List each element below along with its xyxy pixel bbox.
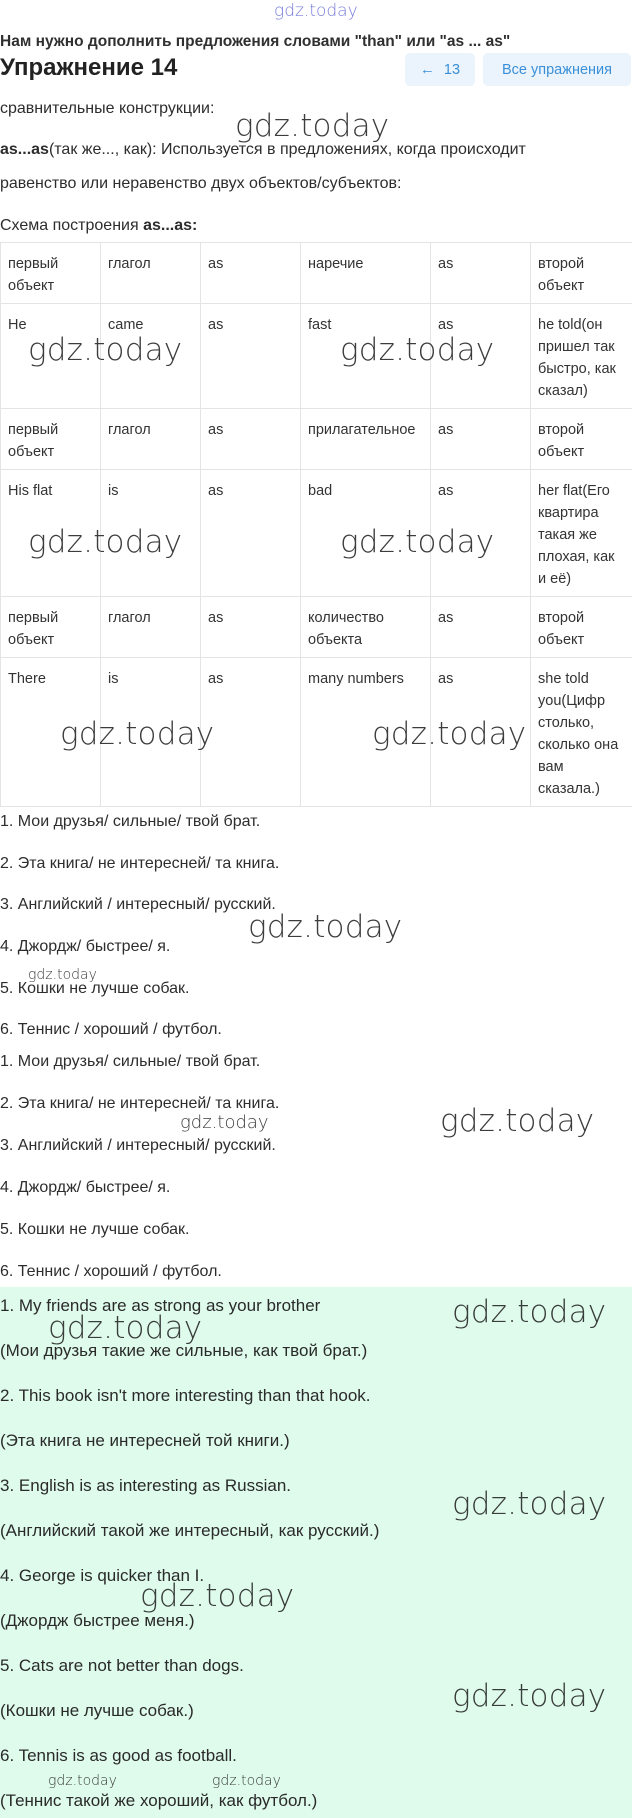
term-as-as: as...as: [0, 141, 49, 158]
table-cell: второй объект: [531, 597, 632, 658]
table-cell: as: [431, 409, 531, 470]
task-item: 4. Джордж/ быстрее/ я.: [0, 1179, 171, 1196]
table-cell: He: [1, 304, 101, 409]
table-cell: is: [101, 658, 201, 807]
table-cell: первый объект: [1, 597, 101, 658]
prev-exercise-label: 13: [443, 61, 461, 78]
answer-line: 6. Tennis is as good as football.: [0, 1746, 237, 1765]
task-description: Нам нужно дополнить предложения словами "than" или "as ... as": [0, 33, 511, 50]
table-cell: первый объект: [1, 409, 101, 470]
table-cell: His flat: [1, 470, 101, 597]
scheme-heading: [0, 217, 197, 235]
prev-exercise-button[interactable]: [405, 53, 475, 86]
watermark: gdz.today: [48, 1310, 203, 1346]
watermark: gdz.today: [60, 716, 215, 752]
task-item: 1. Мои друзья/ сильные/ твой брат.: [0, 1053, 261, 1070]
watermark: gdz.today: [235, 108, 390, 144]
watermark: gdz.today: [28, 524, 183, 560]
arrow-left-icon: ←: [419, 61, 435, 78]
task-item: 6. Теннис / хороший / футбол.: [0, 1263, 222, 1280]
task-item: 5. Кошки не лучше собак.: [0, 1221, 190, 1238]
table-cell: as: [431, 470, 531, 597]
table-cell: as: [201, 409, 301, 470]
watermark: gdz.today: [452, 1678, 607, 1714]
intro-text: сравнительные конструкции:: [0, 100, 215, 117]
table-cell: as: [431, 304, 531, 409]
table-cell: as: [201, 243, 301, 304]
table-cell: is: [101, 470, 201, 597]
watermark: gdz.today: [140, 1578, 295, 1614]
answer-translation: (Теннис такой же хороший, как футбол.): [0, 1791, 318, 1810]
table-cell: he told(он пришел так быстро, как сказал): [531, 304, 632, 409]
intro-definition: [0, 141, 526, 159]
table-cell: as: [201, 658, 301, 807]
scheme-term: as...as:: [143, 217, 198, 234]
table-row: [1, 243, 632, 304]
watermark: gdz.today: [248, 909, 403, 945]
answer-line: 4. George is quicker than I.: [0, 1566, 205, 1585]
answer-line: 3. English is as interesting as Russian.: [0, 1476, 292, 1495]
watermark: gdz.today: [440, 1103, 595, 1139]
watermark: gdz.today: [452, 1294, 607, 1330]
answer-line: 1. My friends are as strong as your brother: [0, 1296, 321, 1315]
watermark: gdz.today: [212, 1773, 281, 1789]
answer-translation: (Эта книга не интересней той книги.): [0, 1431, 290, 1450]
task-item: 2. Эта книга/ не интересней/ та книга.: [0, 855, 280, 872]
watermark: gdz.today: [28, 332, 183, 368]
watermark: gdz.today: [340, 524, 495, 560]
task-item: 5. Кошки не лучше собак.: [0, 980, 190, 997]
task-item: 1. Мои друзья/ сильные/ твой брат.: [0, 813, 261, 830]
table-cell: as: [201, 304, 301, 409]
watermark: gdz.today: [372, 716, 527, 752]
table-cell: первый объект: [1, 243, 101, 304]
watermark: gdz.today: [28, 967, 97, 983]
task-item: 4. Джордж/ быстрее/ я.: [0, 938, 171, 955]
table-cell: глагол: [101, 597, 201, 658]
answer-translation: (Английский такой же интересный, как русский.): [0, 1521, 380, 1540]
answer-translation: (Джордж быстрее меня.): [0, 1611, 195, 1630]
table-cell: There: [1, 658, 101, 807]
table-cell: прилагательное: [301, 409, 431, 470]
watermark: gdz.today: [48, 1773, 117, 1789]
table-cell: as: [201, 470, 301, 597]
task-item: 2. Эта книга/ не интересней/ та книга.: [0, 1095, 280, 1112]
table-cell: глагол: [101, 409, 201, 470]
table-row: [1, 597, 632, 658]
definition-text: (так же..., как): Используется в предложениях, когда происходит: [48, 141, 526, 158]
answers-block: [0, 1287, 632, 1818]
watermark: gdz.today: [452, 1486, 607, 1522]
intro-definition-cont: равенство или неравенство двух объектов/субъектов:: [0, 175, 402, 192]
table-cell: as: [431, 243, 531, 304]
answer-translation: (Мои друзья такие же сильные, как твой брат.): [0, 1341, 368, 1360]
table-cell: as: [431, 597, 531, 658]
table-cell: as: [431, 658, 531, 807]
table-cell: глагол: [101, 243, 201, 304]
all-exercises-button[interactable]: Все упражнения: [483, 53, 631, 86]
table-cell: she told you(Цифр столько, сколько она вам сказала.): [531, 658, 632, 807]
answer-line: 2. This book isn't more interesting than that hook.: [0, 1386, 371, 1405]
table-cell: many numbers: [301, 658, 431, 807]
answer-translation: (Кошки не лучше собак.): [0, 1701, 194, 1720]
watermark-logo-top: gdz.today: [274, 1, 358, 21]
table-cell: второй объект: [531, 409, 632, 470]
table-cell: второй объект: [531, 243, 632, 304]
task-item: 3. Английский / интересный/ русский.: [0, 896, 276, 913]
table-cell: bad: [301, 470, 431, 597]
table-row: [1, 409, 632, 470]
table-cell: as: [201, 597, 301, 658]
watermark: gdz.today: [180, 1112, 269, 1133]
watermark: gdz.today: [340, 332, 495, 368]
table-cell: came: [101, 304, 201, 409]
page-title: Упражнение 14: [0, 54, 178, 81]
table-cell: наречие: [301, 243, 431, 304]
task-item: 6. Теннис / хороший / футбол.: [0, 1021, 222, 1038]
table-cell: количество объекта: [301, 597, 431, 658]
table-cell: fast: [301, 304, 431, 409]
scheme-prefix: Схема построения: [0, 217, 144, 234]
answer-line: 5. Cats are not better than dogs.: [0, 1656, 244, 1675]
task-item: 3. Английский / интересный/ русский.: [0, 1137, 276, 1154]
table-cell: her flat(Его квартира такая же плохая, как и её): [531, 470, 632, 597]
